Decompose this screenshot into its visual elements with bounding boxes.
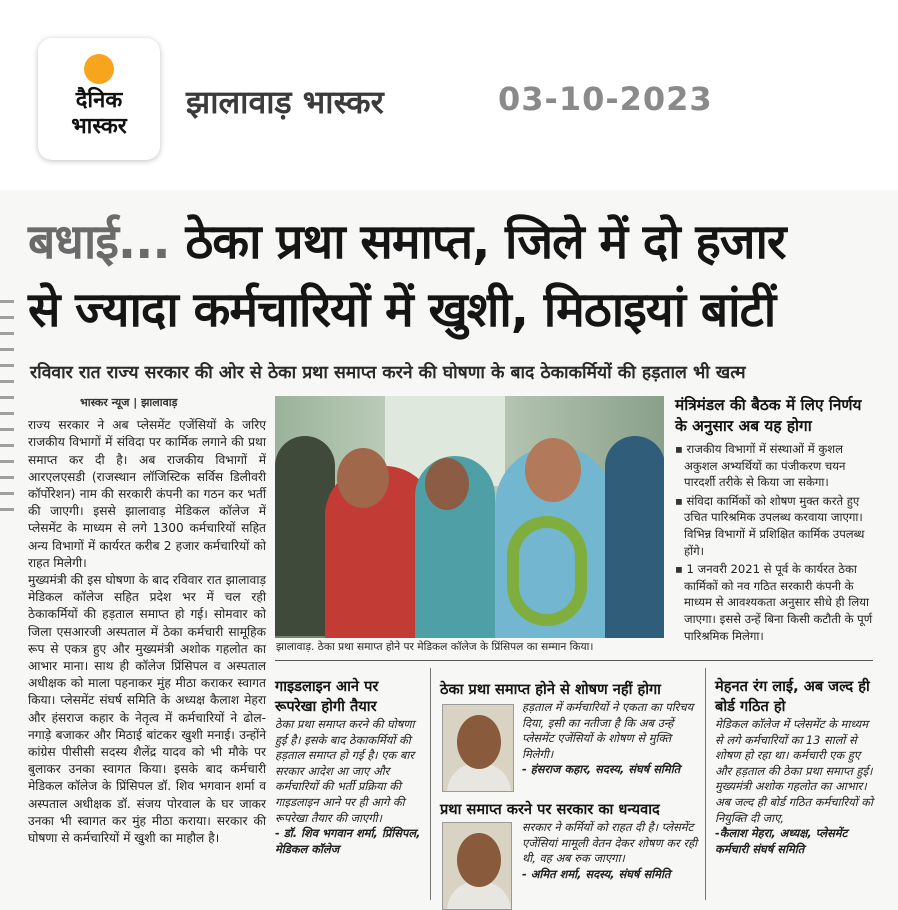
page-header [0,0,898,185]
sidebar-decisions [675,395,873,646]
article-headline [28,208,873,344]
section-divider [275,660,873,661]
avatar [442,822,512,910]
sidebar-title: मंत्रिमंडल की बैठक में लिए निर्णय के अनुसार अब यह होगा [675,396,862,435]
garland-icon [507,516,587,626]
column-divider [705,668,706,900]
dainik-bhaskar-logo [38,38,160,160]
quote-signature: -कैलाश मेहरा, अध्यक्ष, प्लेसमेंट कर्मचारी संघर्ष समिति [715,826,848,856]
body-paragraph-2: मुख्यमंत्री की इस घोषणा के बाद रविवार रात झालावाड़ मेडिकल कॉलेज सहित प्रदेश भर में चल रही ठेकाकर्मियों की हड़ताल समाप्त हो गई। सोमवार को जिला एसआरजी अस्पताल में ठेका कर्मचारी सामूहिक रूप से एकत्र हुए और मुख्यमंत्री अशोक गहलोत का आभार माना। साथ ही कॉलेज प्रिंसिपल व अस्पताल अधीक्षक को माला पहनाकर मुंह मीठा कराकर स्वागत किया। प्लेसमेंट संघर्ष समिति के अध्यक्ष कैलाश मेहरा और हंसराज कहार के नेतृत्व में कर्मचारियों ने ढोल-नगाड़े बजाकर और मिठाई बांटकर खुशी मनाई। उन्होंने कांग्रेस पीसीसी सदस्य शैलेंद्र यादव को भी मौके पर बुलाकर उनका स्वागत किया। इसके बाद कर्मचारी मेडिकल कॉलेज के प्रिंसिपल डॉ. शिव भगवान शर्मा व अस्पताल अधीक्षक डॉ. संजय पोरवाल के घर जाकर उनका भी स्वागत कर मुंह मीठा कराया। सरकार की घोषणा से कर्मचारियों में खुशी का माहौल है। [28,573,266,846]
column-divider [430,668,431,900]
quote-title: गाइडलाइन आने पर रूपरेखा होगी तैयार [275,678,379,715]
headline-line-1-text: ठेका प्रथा समाप्त, जिले में दो हजार [169,214,786,270]
quote-kailash [715,677,873,857]
byline: भास्कर न्यूज | झालावाड़ [80,396,178,409]
quote-signature: - डॉ. शिव भगवान शर्मा, प्रिंसिपल, मेडिकल कॉलेज [275,826,421,856]
headline-line-1 [28,208,873,276]
quote-title: मेहनत रंग लाई, अब जल्द ही बोर्ड गठित हो [715,678,870,715]
body-paragraph-1: राज्य सरकार ने अब प्लेसमेंट एजेंसियों के जरिए राजकीय विभागों में संविदा पर कार्मिक लगाने की प्रथा समाप्त कर दी है। अब राजकीय विभागों में आरएलएसडी (राजस्थान लॉजिस्टिक सर्विस डिलीवरी कॉर्पोरेशन) नाम की सरकारी कंपनी का गठन कर भर्ती की जाएगी। इससे झालावाड़ मेडिकल कॉलेज में प्लेसमेंट के माध्यम से लगे 1300 कर्मचारियों सहित अन्य विभागों में कार्यरत करीब 2 हजार कर्मचारियों को राहत मिलेगी। [28,418,266,570]
quote-text: ठेका प्रथा समाप्त करने की घोषणा हुई है। इसके बाद ठेकाकर्मियों की हड़ताल समाप्त हो गई है। एक बार सरकार आदेश आ जाए और कर्मचारियों की भर्ती प्रक्रिया की गाइडलाइन आने पर ही आगे की रूपरेखा तैयार की जाएगी। [275,717,415,825]
headline-line-2: से ज्यादा कर्मचारियों में खुशी, मिठाइयां बांटीं [28,282,776,338]
list-item: ▪ राजकीय विभागों में संस्थाओं में कुशल अकुशल अभ्यर्थियों का पंजीकरण चयन पारदर्शी तरीके से किया जा सकेगा। [675,441,873,491]
photo-caption: झालावाड़. ठेका प्रथा समाप्त होने पर मेडिकल कॉलेज के प्रिंसिपल का सम्मान किया। [276,641,594,653]
article-photo [275,396,664,638]
logo-text-line2: भास्कर [71,113,127,139]
sun-icon [84,54,114,84]
article-subhead: रविवार रात राज्य सरकार की ओर से ठेका प्रथा समाप्त करने की घोषणा के बाद ठेकाकर्मियों की हड़ताल भी खत्म [30,363,746,383]
quote-text: मेडिकल कॉलेज में प्लेसमेंट के माध्यम से लगे कर्मचारियों का 13 सालों से शोषण हो रहा था। कर्मचारी एक हुए और हड़ताल की ठेका प्रथा समाप्त हुई। मुख्यमंत्री अशोक गहलोत का आभार। अब जल्द ही बोर्ड गठित कर्मचारियों को नियुक्ति दी जाए, [715,717,873,825]
quote-principal [275,677,423,857]
quote-title: ठेका प्रथा समाप्त होने से शोषण नहीं होगा [440,681,661,698]
article-body [28,394,266,847]
quote-text: हड़ताल में कर्मचारियों ने एकता का परिचय दिया, इसी का नतीजा है कि अब उन्हें प्लेसमेंट एजेंसियों के शोषण से मुक्ति मिलेगी। [522,700,694,761]
quote-signature: - हंसराज कहार, सदस्य, संघर्ष समिति [522,762,681,777]
list-item: ▪ संविदा कार्मिकों को शोषण मुक्त करते हुए उचित पारिश्रमिक उपलब्ध करवाया जाएगा। विभिन्न विभागों में प्रशिक्षित कार्मिक उपलब्ध होंगे। [675,493,873,559]
quote-text: सरकार ने कर्मियों को राहत दी है। प्लेसमेंट एजेंसियां मामूली वेतन देकर शोषण कर रही थी, वह अब रुक जाएगा। [522,820,698,866]
edition-date: 03-10-2023 [498,80,713,118]
decision-list [675,441,873,644]
headline-prefix: बधाई... [28,214,170,270]
list-item: ▪ 1 जनवरी 2021 से पूर्व के कार्यरत ठेका कार्मिकों को नव गठित सरकारी कंपनी के माध्यम से आवश्यकता अनुसार सीधे ही लिया जाएगा। इससे उन्हें बिना किसी कटौती के पूर्ण पारिश्रमिक मिलेगा। [675,561,873,644]
edition-title: झालावाड़ भास्कर [186,83,384,121]
logo-text-line1: दैनिक [75,87,123,113]
quote-signature: - अमित शर्मा, सदस्य, संघर्ष समिति [522,866,671,881]
clipping-edge [0,300,14,520]
quote-title: प्रथा समाप्त करने पर सरकार का धन्यवाद [440,801,660,818]
avatar [442,704,514,792]
